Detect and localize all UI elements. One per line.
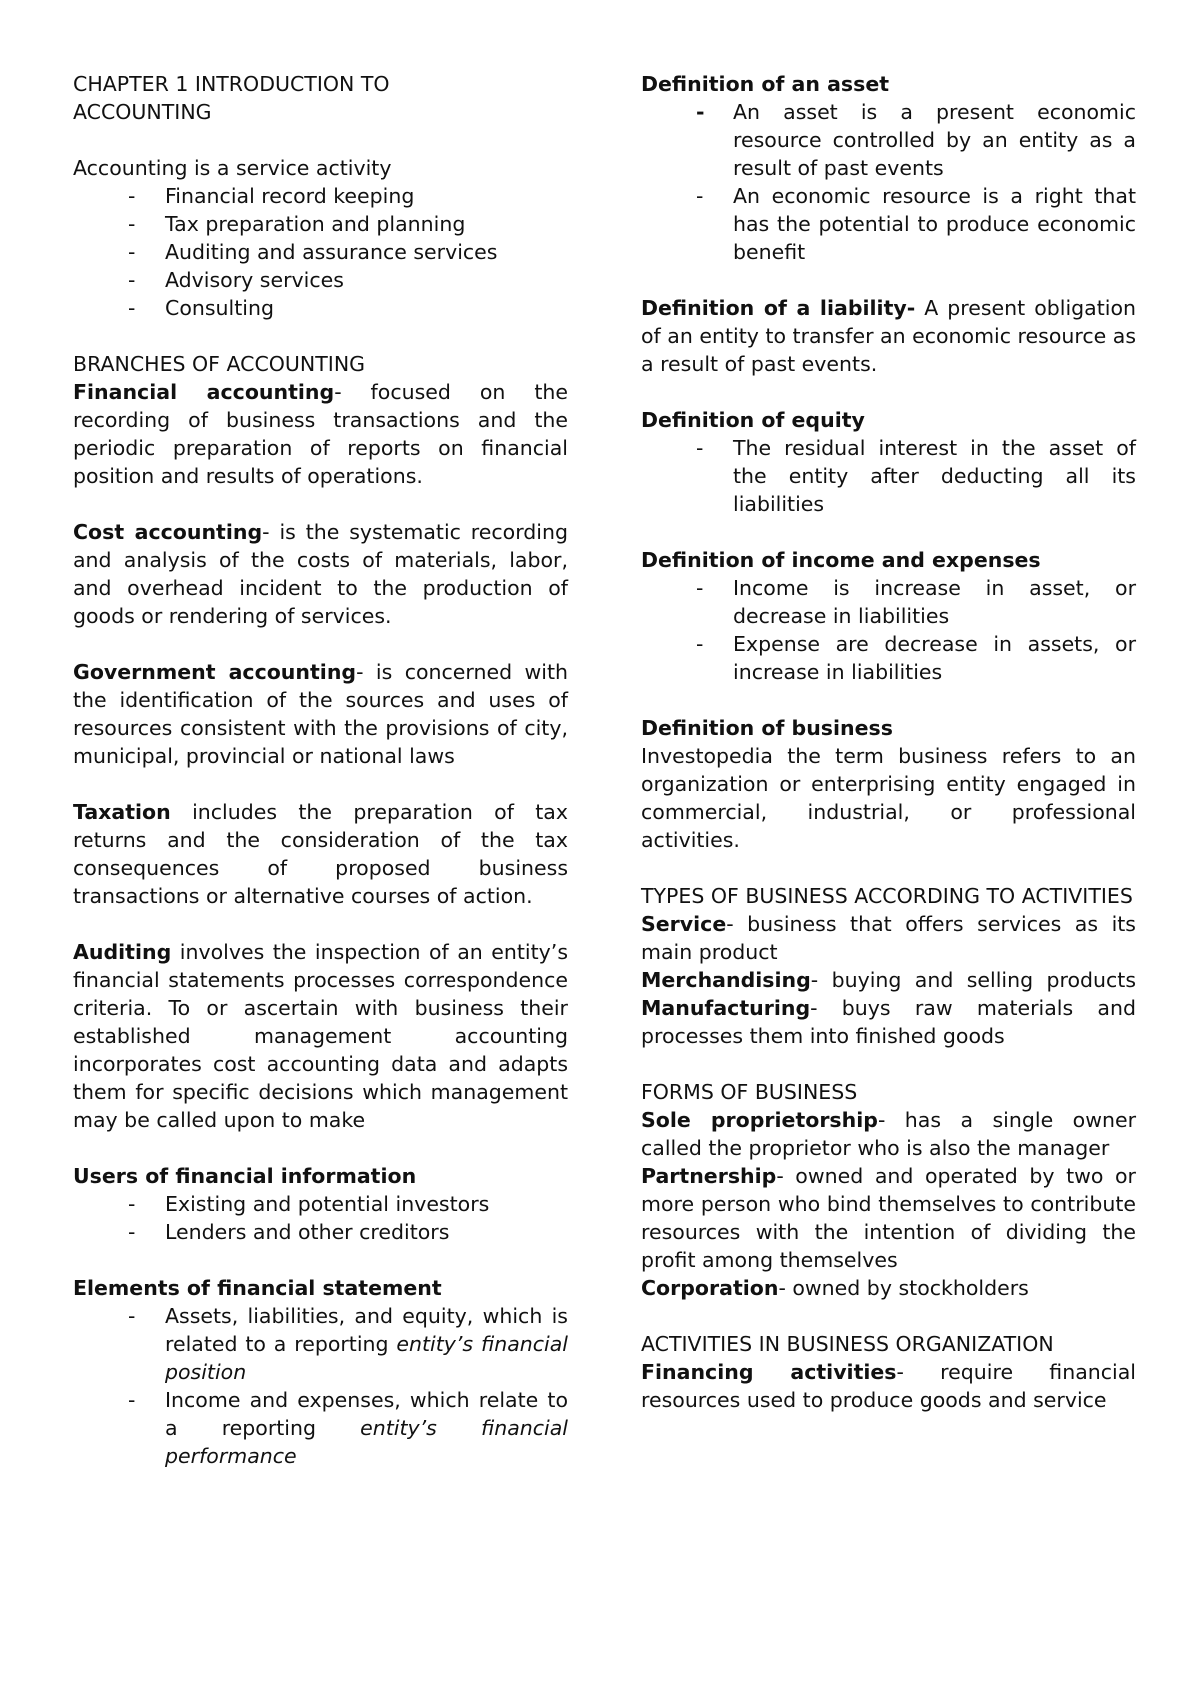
financial-accounting-term: Financial accounting — [73, 380, 335, 404]
equity-heading — [641, 406, 1136, 434]
government-accounting-para — [73, 658, 568, 770]
liability-term: Definition of a liability- — [641, 296, 916, 320]
list-item: - Advisory services — [73, 266, 568, 294]
list-item: - Tax preparation and planning — [73, 210, 568, 238]
sole-proprietorship-term: Sole proprietorship — [641, 1108, 878, 1132]
business-text: Investopedia the term business refers to an organization or enterprising entity engaged in commercial, industrial, or professional activities. — [641, 744, 1136, 852]
users-heading-text: Users of financial information — [73, 1164, 417, 1188]
asset-heading — [641, 70, 1136, 98]
service-list — [73, 182, 568, 322]
chapter-title — [73, 70, 568, 126]
sole-proprietorship-para — [641, 1106, 1136, 1162]
equity-list — [641, 434, 1136, 518]
cost-accounting-para — [73, 518, 568, 630]
list-item: - An economic resource is a right that has the potential to produce economic benefit — [641, 182, 1136, 266]
elements-heading — [73, 1274, 568, 1302]
financial-accounting-para — [73, 378, 568, 490]
users-list — [73, 1190, 568, 1246]
taxation-para — [73, 798, 568, 910]
auditing-para — [73, 938, 568, 1134]
financing-activities-text: - require financial resources used to produce goods and service — [641, 1360, 1136, 1412]
element1-italic: entity’s financial position — [165, 1332, 568, 1384]
income-heading-text: Definition of income and expenses — [641, 548, 1041, 572]
taxation-text: includes the preparation of tax returns and the consideration of the tax consequences of proposed business transactions or alternative courses of action. — [73, 800, 568, 908]
corporation-term: Corporation — [641, 1276, 779, 1300]
asset-list — [641, 98, 1136, 266]
list-item: - Existing and potential investors — [73, 1190, 568, 1218]
right-column — [641, 70, 1136, 1414]
service-type-para — [641, 910, 1136, 966]
list-item — [73, 1302, 568, 1386]
asset-heading-text: Definition of an asset — [641, 72, 890, 96]
users-heading — [73, 1162, 568, 1190]
income-list — [641, 574, 1136, 686]
list-item: - Auditing and assurance services — [73, 238, 568, 266]
financing-activities-term: Financing activities — [641, 1360, 897, 1384]
partnership-term: Partnership — [641, 1164, 777, 1188]
manufacturing-term: Manufacturing — [641, 996, 811, 1020]
auditing-term: Auditing — [73, 940, 172, 964]
list-item: - Income is increase in asset, or decrease in liabilities — [641, 574, 1136, 630]
partnership-text: - owned and operated by two or more person who bind themselves to contribute resources with the intention of dividing the profit among themselves — [641, 1164, 1136, 1272]
government-accounting-term: Government accounting — [73, 660, 357, 684]
types-heading: TYPES OF BUSINESS ACCORDING TO ACTIVITIES — [641, 884, 1133, 908]
liability-text: A present obligation of an entity to transfer an economic resource as a result of past events. — [641, 296, 1136, 376]
list-item — [73, 1386, 568, 1470]
service-type-text: - business that offers services as its main product — [641, 912, 1136, 964]
cost-accounting-term: Cost accounting — [73, 520, 263, 544]
taxation-term: Taxation — [73, 800, 171, 824]
corporation-para — [641, 1274, 1136, 1302]
elements-heading-text: Elements of financial statement — [73, 1276, 442, 1300]
government-accounting-text: - is concerned with the identification of the sources and uses of resources consistent with the provisions of city, municipal, provincial or national laws — [73, 660, 568, 768]
merchandising-para — [641, 966, 1136, 1050]
chapter-title-line2: ACCOUNTING — [73, 100, 212, 124]
cost-accounting-text: - is the systematic recording and analysis of the costs of materials, labor, and overhead incident to the production of goods or rendering of services. — [73, 520, 568, 628]
branches-heading: BRANCHES OF ACCOUNTING — [73, 352, 366, 376]
liability-para — [641, 294, 1136, 378]
list-item: - An asset is a present economic resource controlled by an entity as a result of past events — [641, 98, 1136, 182]
list-item: - Consulting — [73, 294, 568, 322]
partnership-para — [641, 1162, 1136, 1274]
element2-italic: entity’s financial performance — [165, 1416, 568, 1468]
left-column — [73, 70, 568, 1470]
merchandising-term: Merchandising — [641, 968, 811, 992]
forms-heading: FORMS OF BUSINESS — [641, 1080, 858, 1104]
service-type-term: Service — [641, 912, 727, 936]
list-item: - The residual interest in the asset of the entity after deducting all its liabilities — [641, 434, 1136, 518]
corporation-text: - owned by stockholders — [778, 1276, 1029, 1300]
auditing-text: involves the inspection of an entity’s financial statements processes correspondence criteria. To or ascertain with business their established management accounting incorporates cost accounting data and adapts them for specific decisions which management may be called upon to make — [73, 940, 568, 1132]
business-heading-text: Definition of business — [641, 716, 893, 740]
merchandising-text: - buying and selling products — [810, 968, 1136, 992]
element2-text: Income and expenses, which relate to a reporting — [165, 1388, 568, 1440]
list-item: - Expense are decrease in assets, or increase in liabilities — [641, 630, 1136, 686]
income-heading — [641, 546, 1136, 574]
list-item: - Lenders and other creditors — [73, 1218, 568, 1246]
service-intro: Accounting is a service activity — [73, 156, 392, 180]
list-item: - Financial record keeping — [73, 182, 568, 210]
elements-list — [73, 1302, 568, 1470]
financing-activities-para — [641, 1358, 1136, 1414]
activities-heading: ACTIVITIES IN BUSINESS ORGANIZATION — [641, 1332, 1054, 1356]
chapter-title-line1: CHAPTER 1 INTRODUCTION TO — [73, 72, 390, 96]
business-heading — [641, 714, 1136, 742]
sole-proprietorship-text: - has a single owner called the proprietor who is also the manager — [641, 1108, 1136, 1160]
manufacturing-text: - buys raw materials and processes them into finished goods — [641, 996, 1136, 1048]
financial-accounting-text: - focused on the recording of business transactions and the periodic preparation of reports on financial position and results of operations. — [73, 380, 568, 488]
element1-text: Assets, liabilities, and equity, which is related to a reporting — [165, 1304, 568, 1356]
equity-heading-text: Definition of equity — [641, 408, 865, 432]
